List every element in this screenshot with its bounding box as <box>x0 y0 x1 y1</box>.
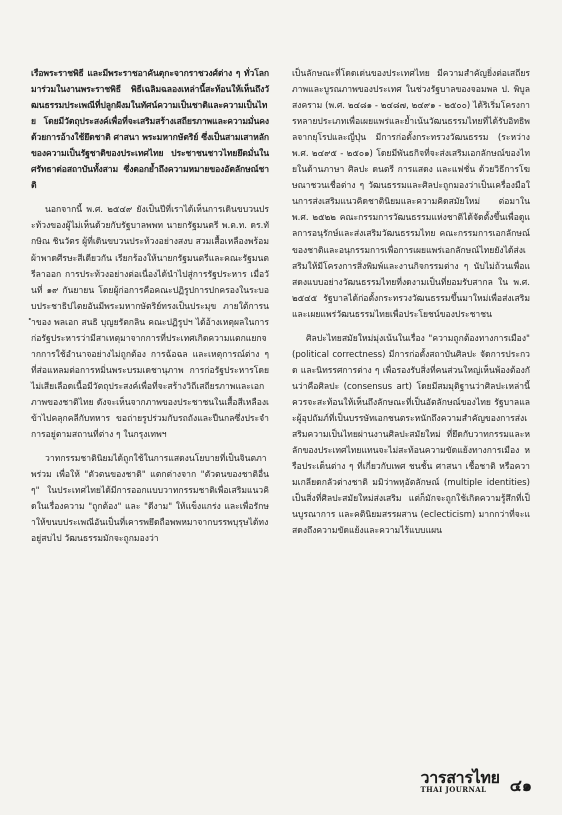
left-column <box>31 66 269 547</box>
paragraph-spacer <box>31 443 269 451</box>
paragraph-spacer <box>292 323 530 331</box>
page-number: ๔๑ <box>509 776 532 795</box>
body-paragraph-protest: นอกจากนี้ พ.ศ. ๒๕๔๙ ยังเป็นปีที่เราได้เห็นการเดินขบวนประท้วงของผู้ไม่เห็นด้วยกับรัฐบาลพพท นายกรัฐมนตรี พ.ต.ท. ดร.ทักษิณ ชินวัตร ผู้ที่เดินขบวนประท้วงอย่างสงบ สวมเสื้อเหลืองพร้อมผ้าพาดศีรษะสีเดียวกัน เรียกร้องให้นายกรัฐมนตรีและคณะรัฐมนตรีลาออก การประท้วงอย่างต่อเนื่องได้นำไปสู่การรัฐประหาร เมื่อวันที่ ๑๙ กันยายน โดยผู้ก่อการคือคณะปฏิรูปการปกครองในระบอบประชาธิปไตยอันมีพระมหากษัตริย์ทรงเป็นประมุข ภายใต้การนำของ พลเอก สนธิ บุญยรัตกลิน คณะปฏิรูปฯ ได้อ้างเหตุผลในการก่อรัฐประหารว่ามีสาเหตุมาจากการที่ประเทศเกิดความแตกแยกจากการใช้อำนาจอย่างไม่ถูกต้อง การฉ้อฉล และเหตุการณ์ต่าง ๆ ที่ส่อแหลมต่อการหมิ่นพระบรมเดชานุภาพ การก่อรัฐประหารโดยไม่เสียเลือดเนื้อมีวัตถุประสงค์เพื่อที่จะสร้างวิถีเสถียรภาพและเอกภาพของชาติไทย ดังจะเห็นจากภาพของประชาชนในเสื้อสีเหลืองเข้าไปคลุกคลีกับทหาร ขอถ่ายรูปร่วมกับรถถังและปืนกลซึ่งประจำการอยู่ตามสถานที่ต่าง ๆ ในกรุงเทพฯ <box>31 205 269 441</box>
page-footer <box>421 770 532 794</box>
logo-sub-text: THAI JOURNAL <box>420 785 487 794</box>
intro-bold-paragraph: เรือพระราชพิธี และมีพระราชอาคันตุกะจากราชวงศ์ต่าง ๆ ทั่วโลกมาร่วมในงานพระราชพิธี พิธีเฉลิมฉลองเหล่านี้สะท้อนให้เห็นถึงวัฒนธรรมประเพณีที่ปลูกฝังมในทัศน์ความเป็นชาติและความเป็นไทย โดยมีวัตถุประสงค์เพื่อที่จะเสริมสร้างเสถียรภาพและความมั่นคงด้วยการอ้างใช้ยึดชาติ ศาสนา พระมหากษัตริย์ ซึ่งเป็นสามเสาหลักของความเป็นรัฐชาติของประเทศไทย ประชาชนชาวไทยยึดมั่นในศรัทธาต่อสถาบันทั้งสาม ซึ่งตอกย้ำถึงความหมายของอัตลักษณ์ชาติ <box>31 69 269 192</box>
body-paragraph-culture: เป็นลักษณะที่โดดเด่นของประเทศไทย มีความสำคัญยิ่งต่อเสถียรภาพและบูรณภาพของประเทศ ในช่วงรัฐบาลของจอมพล ป. พิบูลสงคราม (พ.ศ. ๒๔๘๑ - ๒๔๘๗, ๒๔๙๑ - ๒๕๐๐) ได้ริเริ่มโครงการหลายประเภทเพื่อเผยแพร่และย้ำเน้นวัฒนธรรมไทยที่ได้รับอิทธิพลจากยุโรปและญี่ปุ่น มีการก่อตั้งกระทรวงวัฒนธรรม (ระหว่าง พ.ศ. ๒๔๙๕ - ๒๕๐๑) โดยมีพันธกิจที่จะส่งเสริมเอกลักษณ์ของไทยในด้านภาษา ศิลปะ ดนตรี การแสดง และแฟชั่น ด้วยวิธีการโฆษณาชวนเชื่อต่าง ๆ วัฒนธรรมและศิลปะถูกมองว่าเป็นเครื่องมือในการส่งเสริมแนวคิดชาตินิยมและความคิดสมัยใหม่ ต่อมาใน พ.ศ. ๒๕๒๒ คณะกรรมการวัฒนธรรมแห่งชาติได้จัดตั้งขึ้นเพื่อดูแลการอนุรักษ์และส่งเสริมวัฒนธรรมไทย คณะกรรมการเอกลักษณ์ของชาติและอนุกรรมการเพื่อการเผยแพร่เอกลักษณ์ไทยยังได้ส่งเสริมให้มีโครงการสิ่งพิมพ์และงานกิจกรรมต่าง ๆ นับไม่ถ้วนเพื่อแสดงแบบอย่างวัฒนธรรมไทยที่งดงามเป็นที่ยอมรับสากล ใน พ.ศ. ๒๕๔๕ รัฐบาลได้ก่อตั้งกระทรวงวัฒนธรรมขึ้นมาใหม่เพื่อส่งเสริมและเผยแพร่วัฒนธรรมไทยเพื่อประโยชน์ของประชาชน <box>292 69 530 320</box>
body-paragraph-modern-art: ศิลปะไทยสมัยใหม่มุ่งเน้นในเรื่อง "ความถูกต้องทางการเมือง" (political correctness) มีการก่อตั้งสถาบันศิลปะ จัดการประกวด และนิทรรศการต่าง ๆ เพื่อรองรับสิ่งที่คนส่วนใหญ่เห็นพ้องต้องกันว่าคือศิลปะ (consensus art) โดยมีสมมุติฐานว่าศิลปะเหล่านี้ควรจะสะท้อนให้เห็นถึงลักษณะที่เป็นอัตลักษณ์ของไทย รัฐบาลและผู้อุปถัมภ์ที่เป็นบรรษัทเอกชนตระหนักถึงความสำคัญของการส่งเสริมความเป็นไทยผ่านงานศิลปะสมัยใหม่ ที่ยึดกับวาทกรรมและหลักของประเทศไทยแทนจะไม่สะท้อนความขัดแย้งทางการเมือง หรือประเด็นต่าง ๆ ที่เกี่ยวกับเพศ ชนชั้น ศาสนา เชื้อชาติ หรือความเกลียดกลัวต่างชาติ มมิว่าพหุอัตลักษณ์ (multiple identities) เป็นสิ่งที่ศิลปะสมัยใหม่ส่งเสริม แต่ก็มักจะถูกใช้เกิดความรู้สึกที่เป็นบูรณาการ และคตินิยมสรรผสาน (eclecticism) มากกว่าที่จะแสดงถึงความขัดแย้งและความไร้แบบแผน <box>292 333 530 537</box>
journal-logo <box>421 770 500 794</box>
paragraph-spacer <box>31 194 269 202</box>
right-column <box>292 66 530 539</box>
logo-main-text: วารสารไทย <box>420 768 500 787</box>
body-paragraph-discourse: วาทกรรมชาตินิยมได้ถูกใช้ในการแสดงนโยบายที่เป็นจินตภาพร่วม เพื่อให้ "ตัวตนของชาติ" แตกต่างจาก "ตัวตนของชาติอื่น ๆ" ในประเทศไทยได้มีการออกแบบวาทกรรมชาติเพื่อเสริมแนวคิดในเรื่องความ "ถูกต้อง" และ "ดีงาม" ให้แข็งแกร่ง และเพื่อรักษาให้ขนบประเพณีอันเป็นที่เคารพยึดถือพพหมาจากบรรพบุรุษได้ทงอยู่สบไป วัฒนธรรมมักจะถูกมองว่า <box>31 454 269 545</box>
